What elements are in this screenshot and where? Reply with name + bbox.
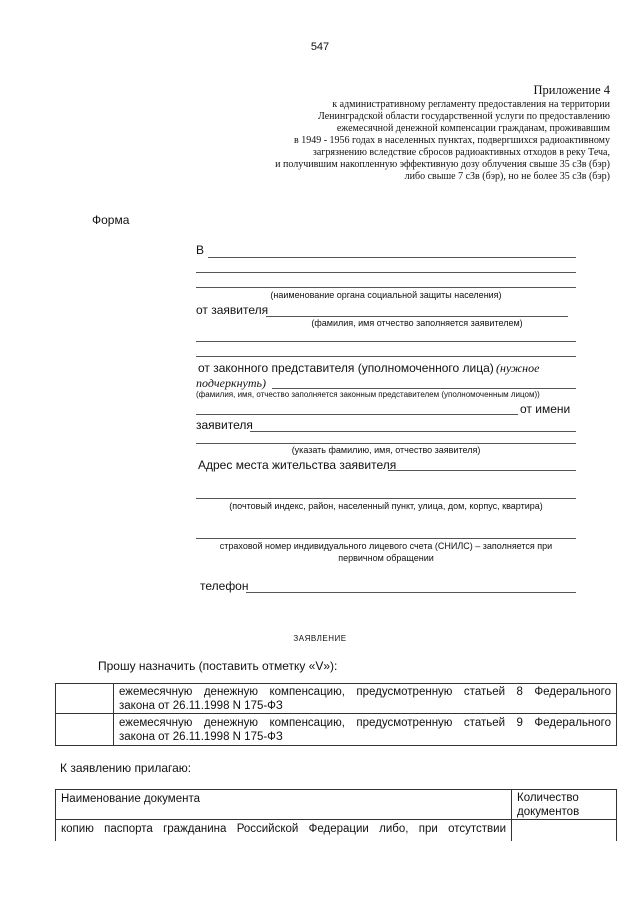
- snils-caption: страховой номер индивидуального лицевого счета (СНИЛС) – заполняется при: [219, 541, 553, 551]
- applicant-name-line[interactable]: [196, 443, 576, 444]
- applicant-line[interactable]: [196, 356, 576, 357]
- representative-line[interactable]: [272, 388, 576, 389]
- docs-header-count: [511, 789, 617, 820]
- request-text: Прошу назначить (поставить отметку «V»):: [98, 659, 338, 673]
- appendix-line: к административному регламенту предоставления на территории: [332, 99, 610, 110]
- from-label: от заявителя: [196, 303, 269, 317]
- applicant-word: заявителя: [196, 418, 253, 432]
- option-text: ежемесячную денежную компенсацию, предусмотренную статьей 8 Федерального: [119, 686, 611, 698]
- appendix-line: либо свыше 7 сЗв (бэр), но не более 35 сЗв (бэр): [404, 171, 610, 182]
- appendix-line: загрязнению вследствие сбросов радиоактивных отходов в реку Теча,: [312, 147, 610, 158]
- docs-header-name: [55, 789, 512, 820]
- docs-row-text: копию паспорта гражданина Российской Федерации либо, при отсутствии: [61, 823, 506, 835]
- address-line[interactable]: [388, 470, 576, 471]
- organ-caption: (наименование органа социальной защиты населения): [270, 290, 502, 300]
- on-behalf-label: от имени: [520, 402, 571, 416]
- phone-label: телефон: [200, 579, 249, 593]
- applicant-name-caption: (указать фамилию, имя, отчество заявителя): [291, 445, 481, 455]
- form-label: Форма: [92, 213, 130, 227]
- attach-text: К заявлению прилагаю:: [60, 761, 192, 775]
- option-cell: [113, 683, 617, 714]
- address-line[interactable]: [196, 498, 576, 499]
- applicant-line[interactable]: [196, 341, 576, 342]
- phone-line[interactable]: [246, 592, 576, 593]
- docs-header-name-text: Наименование документа: [61, 793, 200, 805]
- docs-row-count[interactable]: [511, 819, 617, 841]
- applicant-line[interactable]: [266, 316, 568, 317]
- representative-line[interactable]: [196, 414, 518, 415]
- representative-note: (нужное: [496, 361, 540, 375]
- snils-line[interactable]: [196, 538, 576, 539]
- appendix-title: Приложение 4: [533, 83, 610, 97]
- page-number: 547: [310, 41, 330, 53]
- to-prefix: В: [196, 243, 205, 257]
- appendix-line: и получившим накопленную эффективную дозу облучения свыше 35 сЗв (бэр): [275, 159, 610, 170]
- appendix-line: в 1949 - 1956 годах в населенных пунктах, подвергшихся радиоактивному: [294, 135, 610, 146]
- organ-line[interactable]: [196, 287, 576, 288]
- snils-caption: первичном обращении: [338, 553, 434, 563]
- docs-row-name: [55, 819, 512, 841]
- address-caption: (почтовый индекс, район, населенный пункт, улица, дом, корпус, квартира): [229, 501, 543, 511]
- option-text: закона от 26.11.1998 N 175-ФЗ: [119, 700, 283, 712]
- option-checkbox[interactable]: [55, 683, 114, 714]
- option-text: закона от 26.11.1998 N 175-ФЗ: [119, 731, 283, 743]
- representative-label: от законного представителя (уполномоченного лица): [198, 361, 494, 375]
- docs-header-count-text: документов: [517, 806, 580, 818]
- address-label: Адрес места жительства заявителя: [198, 458, 397, 472]
- organ-line[interactable]: [208, 257, 576, 258]
- representative-caption: (фамилия, имя, отчество заполняется законным представителем (уполномоченным лицом)): [196, 390, 540, 399]
- applicant-caption: (фамилия, имя отчество заполняется заявителем): [311, 318, 523, 328]
- option-text: ежемесячную денежную компенсацию, предусмотренную статьей 9 Федерального: [119, 717, 611, 729]
- appendix-line: ежемесячной денежной компенсации гражданам, проживавшим: [336, 123, 610, 134]
- representative-note: подчеркнуть): [196, 376, 266, 390]
- option-checkbox[interactable]: [55, 713, 114, 746]
- docs-header-count-text: Количество: [517, 792, 579, 804]
- organ-line[interactable]: [196, 272, 576, 273]
- appendix-line: Ленинградской области государственной услуги по предоставлению: [318, 111, 610, 122]
- option-cell: [113, 713, 617, 746]
- statement-title: ЗАЯВЛЕНИЕ: [293, 634, 347, 643]
- applicant-name-line[interactable]: [250, 431, 576, 432]
